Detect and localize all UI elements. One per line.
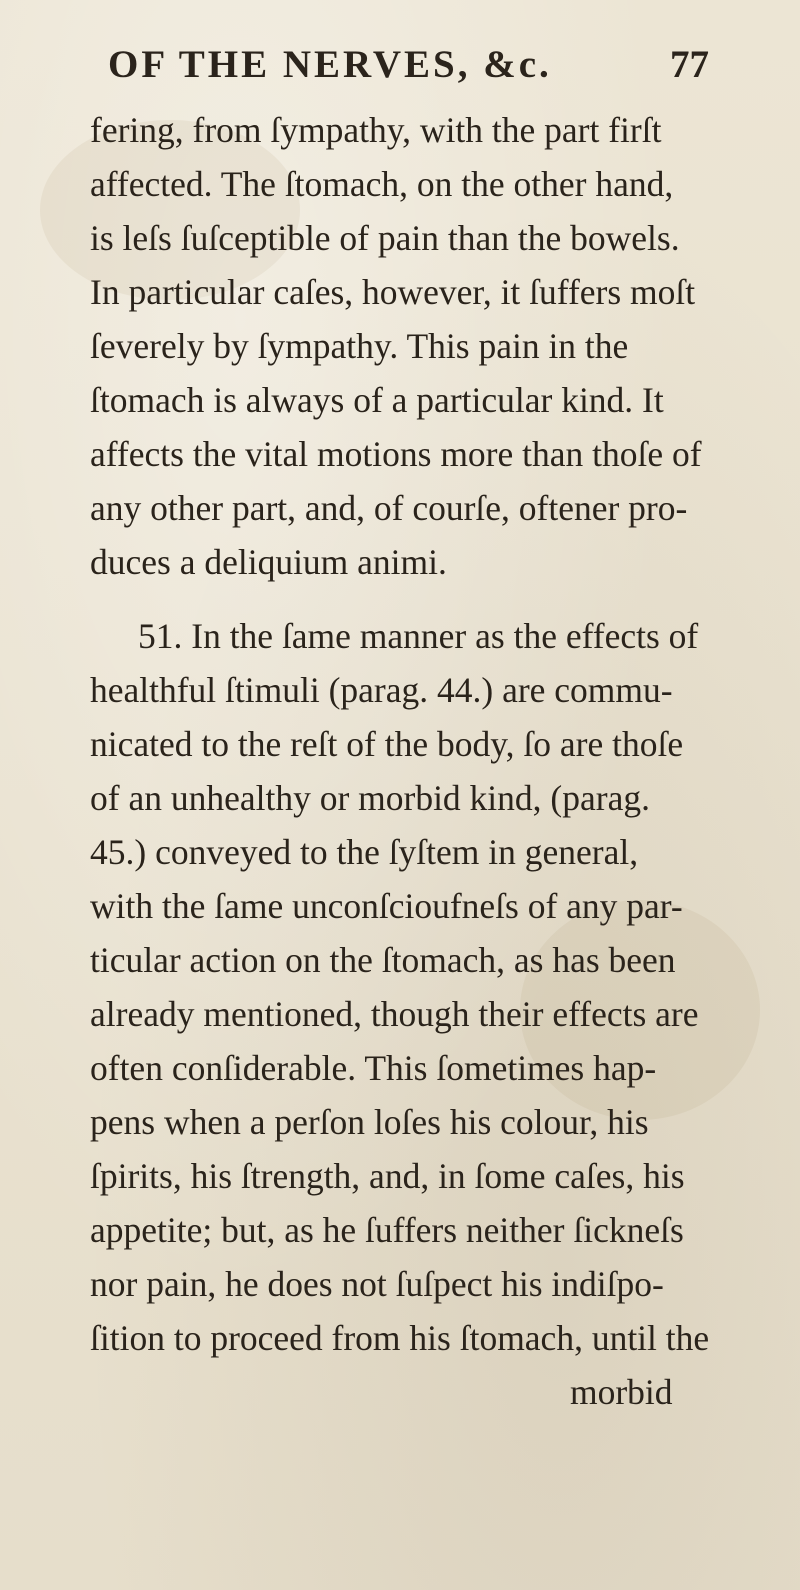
text-line: fering, from ſympathy, with the part firſt [90,110,662,150]
text-line: nor pain, he does not ſuſpect his indiſpo- [90,1264,664,1304]
text-line: affected. The ſtomach, on the other hand, [90,164,674,204]
text-line: of an unhealthy or morbid kind, (parag. [90,778,650,818]
text-line: 45.) conveyed to the ſyſtem in general, [90,832,639,872]
catchword: morbid [570,1372,673,1412]
text-line: In particular caſes, however, it ſuffers moſt [90,272,696,312]
text-line: nicated to the reſt of the body, ſo are thoſe [90,724,684,764]
text-line: duces a deliquium animi. [90,542,447,582]
text-line: pens when a perſon loſes his colour, his [90,1102,649,1142]
running-title: OF THE NERVES, &c. [108,43,552,86]
text-line: ſition to proceed from his ſtomach, until the [90,1318,710,1358]
text-line: ſpirits, his ſtrength, and, in ſome caſes, his [90,1156,685,1196]
page-number: 77 [670,43,709,86]
text-line: ſeverely by ſympathy. This pain in the [90,326,629,366]
text-line: with the ſame unconſcioufneſs of any par- [90,886,683,926]
text-line: appetite; but, as he ſuffers neither ſickneſs [90,1210,684,1250]
text-line: is leſs ſuſceptible of pain than the bowels. [90,218,680,258]
text-line: affects the vital motions more than thoſe of [90,434,702,474]
text-line: often conſiderable. This ſometimes hap- [90,1048,657,1088]
text-line: ſtomach is always of a particular kind. It [90,380,664,420]
paragraph-start-line: 51. In the ſame manner as the effects of [138,616,699,656]
text-line: already mentioned, though their effects are [90,994,699,1034]
text-line: healthful ſtimuli (parag. 44.) are commu- [90,670,673,710]
text-line: ticular action on the ſtomach, as has been [90,940,676,980]
text-line: any other part, and, of courſe, oftener pro- [90,488,688,528]
